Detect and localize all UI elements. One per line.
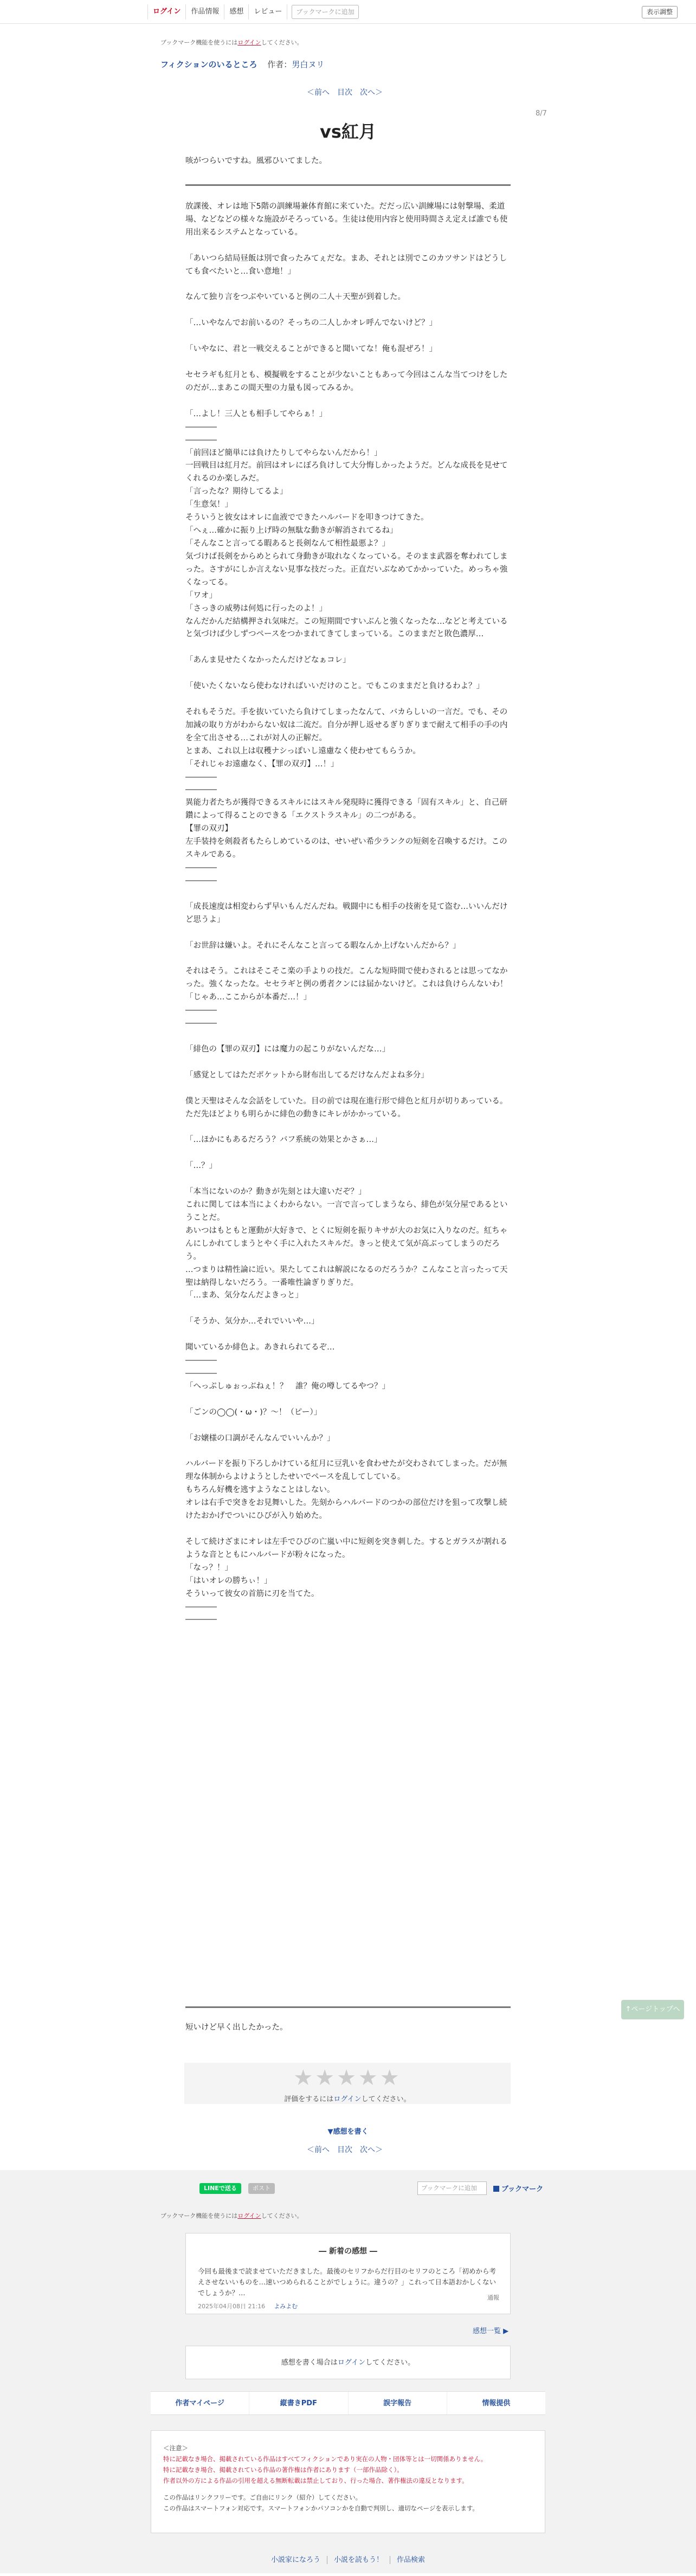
write-impression-box: 感想を書く場合はログインしてください。 bbox=[185, 2346, 511, 2379]
nav-impressions[interactable]: 感想 bbox=[224, 4, 249, 20]
paragraph: それはそう。これはそこそこ楽の手よりの技だ。こんな短時間で使わされるとは思ってなかった。強くなったな。セセラギと例の勇者クンには届かないけど。これは負けらんないわ！ 「じゃあ…ここからが本番だ…！」 ―――― ―――― bbox=[185, 967, 508, 1028]
rating-login-link[interactable]: ログイン bbox=[333, 2095, 362, 2103]
caution-line: 特に記載なき場合、掲載されている作品はすべてフィクションであり実在の人物・団体等とは一切関係ありません。 bbox=[163, 2455, 487, 2463]
typo-report-link[interactable]: 誤字報告 bbox=[349, 2392, 447, 2414]
vertical-pdf-link[interactable]: 縦書きPDF bbox=[249, 2392, 348, 2414]
paragraph: 聞いているか緋色よ。あきれられてるぞ… ―――― ―――― 「へっぷしゅぉっぶねぇ！？ 誰？俺の噂してるやつ？」 bbox=[185, 1343, 390, 1391]
display-settings-button[interactable]: 表示調整 bbox=[642, 6, 678, 18]
nav-reviews[interactable]: レビュー bbox=[249, 4, 287, 20]
x-share-button[interactable]: ポスト bbox=[248, 2183, 275, 2194]
paragraph: 僕と天聖はそんな会話をしていた。目の前では現在進行形で緋色と紅月が切りあっている。ただ先ほどよりも明らかに緋色の動きにキレがかかっている。 bbox=[185, 1096, 508, 1119]
caution-heading: ＜注意＞ bbox=[163, 2444, 188, 2452]
impression-date: 2025年04月08日 21:16 bbox=[198, 2303, 266, 2310]
toc-link[interactable]: 目次 bbox=[337, 2146, 352, 2154]
caution-line: この作品はリンクフリーです。ご自由にリンク（紹介）してください。 bbox=[163, 2493, 362, 2501]
author-link[interactable]: 男白ヌリ bbox=[292, 60, 325, 69]
chapter-title: vs紅月 bbox=[320, 121, 376, 142]
paragraph: 「緋色の【罪の双刃】には魔力の起こりがないんだな…」 bbox=[185, 1044, 390, 1054]
bookmark-login-link[interactable]: ログイン bbox=[237, 2212, 261, 2219]
new-impressions-card bbox=[185, 2233, 511, 2314]
author-mypage-link[interactable]: 作者マイページ bbox=[151, 2392, 249, 2414]
paragraph: そして続けざまにオレは左手でひびの亡嵐い中に短剣を突き刺した。するとガラスが割れるような音とともにハルバードが粉々になった。 「なっ？！」 「はいオレの勝ちぃ！」 そういって彼女の首筋に刃を当てた。 ―――― ―――― bbox=[185, 1537, 508, 1624]
footer-link-syosetu[interactable]: 小説家になろう bbox=[270, 2556, 320, 2564]
paragraph: 「ごンの◯◯(・ω・)？〜！（ピー）」 bbox=[185, 1408, 322, 1417]
next-link[interactable]: 次へ＞ bbox=[360, 2146, 383, 2154]
caution-line: 作者以外の方による作品の引用を超える無断転載は禁止しており、行った場合、著作権法の違反となります。 bbox=[163, 2477, 468, 2485]
preface-paragraph: 咳がつらいですね。風邪ひいてました。 bbox=[185, 157, 327, 165]
paragraph: セセラギも紅月とも、模擬戦をすることが少ないこともあって今回はこんな当てつけをしたのだが…まあこの間天聖の力量も図ってみるか。 bbox=[185, 370, 508, 392]
paragraph: 「…よし！三人とも相手してやらぁ！」 ―――― ―――― 「前回ほど簡単には負けたりしてやらないんだから！」 一回戦目は紅月だ。前回はオレにぼろ負けして大分悔しかったようだ。どんな成長を見せてくれるのか楽しみだ。 「言ったな？期待してるよ」 「生意気！」 そういうと彼女はオレに血液でできたハルバードを叩きつけてきた。 「へぇ…確かに振り上げ時の無駄な動きが解消されてるね」 「そんなこと言ってる暇あると長剣なんて相性最悪よ？」 気づけば長剣をからめとられて身動きが取れなくなっている。そのまま武器を奪われてしまった。さすがにしか言えない見事な技だった。正直だいぶなめてかかっていた。めっちゃ強くなってる。 「ワオ」 「さっきの威勢は何処に行ったのよ！」 なんだかんだ結構押され気味だ。この短期間ですいぶんと強くなったな…などと考えていると気づけば少しずつペースをつかまれてきてしまっている。このままだと敗色濃厚… bbox=[185, 409, 508, 639]
chapter-body-main bbox=[185, 201, 513, 1639]
paragraph: 「使いたくないなら使わなければいいだけのこと。でもこのままだと負けるわよ？」 bbox=[185, 682, 484, 691]
page-top-button[interactable]: ↑ページトップへ bbox=[621, 2000, 684, 2019]
paragraph: 「お世辞は嫌いよ。それにそんなこと言ってる暇なんか上げないんだから？」 bbox=[185, 941, 461, 950]
paragraph: 「あんま見せたくなかったんだけどなぁコレ」 bbox=[185, 656, 351, 665]
afterword-text: 短いけど早く出したかった。 bbox=[185, 2023, 288, 2032]
caution-line: 特に記載なき場合、掲載されている作品の著作権は作者にあります（一部作品除く）。 bbox=[163, 2466, 403, 2474]
bookmark-icon bbox=[493, 2186, 499, 2192]
bookmark-add-button[interactable]: ブックマークに追加 bbox=[292, 5, 358, 19]
paragraph: 放課後、オレは地下5階の訓練場兼体育館に来ていた。だだっ広い訓練場には射撃場、柔道場、などなどの様々な施設がそろっている。生徒は使用内容と使用時間さえ定えば誰でも使用出来るシステムとなっている。 bbox=[185, 202, 508, 237]
info-submit-link[interactable]: 情報提供 bbox=[482, 2399, 511, 2407]
author-label: 作者： bbox=[267, 60, 292, 69]
paragraph: 「…いやなんでお前いるの？そっちの二人しかオレ呼んでないけど？」 bbox=[185, 319, 437, 328]
bookmark-add-input[interactable]: ブックマークに追加 bbox=[417, 2181, 487, 2195]
caution-line: この作品はスマートフォン対応です。スマートフォンかパソコンかを自動で判別し、適切なページを表示します。 bbox=[163, 2504, 479, 2512]
paragraph: 「お嬢様の口調がそんなんでいいんか？」 bbox=[185, 1434, 335, 1443]
top-nav bbox=[147, 4, 359, 20]
rating-box bbox=[184, 2063, 511, 2104]
nav-work-info[interactable]: 作品情報 bbox=[186, 4, 224, 20]
caution-box bbox=[151, 2430, 545, 2533]
paragraph: 「…ほかにもあるだろう？バフ系統の効果とかさぁ…」 bbox=[185, 1135, 382, 1145]
footer-link-yomou[interactable]: 小説を読もう！ bbox=[327, 2556, 390, 2564]
paragraph: 「そうか、気分か…それでいいや…」 bbox=[185, 1317, 319, 1326]
work-title[interactable]: フィクションのいるところ bbox=[160, 60, 257, 69]
afterword bbox=[185, 2022, 513, 2035]
impression-text[interactable]: 今回も最後まで読ませていただきました。最後のセリフからだ行目のセリフのところ「初めから考えさせないいものを…速いつめられることがでしょうに。違うの？」これって日本語おかしくないでしょうか？… bbox=[198, 2267, 497, 2297]
footer-links bbox=[0, 2554, 696, 2564]
impression-login-link[interactable]: ログイン bbox=[337, 2359, 366, 2367]
paragraph: 「…？」 bbox=[185, 1161, 217, 1171]
impression-meta bbox=[198, 2302, 498, 2310]
bookmark-notice-bottom: ブックマーク機能を使うにはログインしてください。 bbox=[160, 2212, 303, 2219]
paragraph: 「感覚としてはただポケットから財布出してるだけなんだよね多分」 bbox=[185, 1070, 429, 1080]
new-impressions-title: ― 新着の感想 ― bbox=[319, 2247, 377, 2256]
login-link[interactable]: ログイン bbox=[147, 4, 186, 20]
prev-link[interactable]: ＜前へ bbox=[307, 88, 330, 97]
paragraph: 「いやなに、君と一戦交えることができると聞いてな！俺も混ぜろ！」 bbox=[185, 345, 437, 354]
prev-link[interactable]: ＜前へ bbox=[307, 2146, 330, 2154]
bookmark-notice: ブックマーク機能を使うにはログインしてください。 bbox=[160, 39, 303, 46]
page-number: 8/7 bbox=[536, 109, 547, 118]
bookmark-link[interactable]: ブックマーク bbox=[493, 2183, 543, 2193]
paragraph: ハルバードを振り下ろしかけている紅月に豆乳いを食わせたが交わされてしまった。だが無理な体制からよけようとしたせいでペースを乱してしている。 もちろん好機を逃すようなことはしない。 オレは右手で突きをお見舞いした。先刻からハルバードのつかの部位だけを狙って攻撃し続けたおかげでついにひびが入り始めた。 bbox=[185, 1460, 507, 1521]
chapter-body bbox=[185, 155, 513, 168]
star-rating-icon[interactable]: ★★★★★ bbox=[293, 2065, 402, 2090]
toc-link[interactable]: 目次 bbox=[337, 88, 352, 97]
paragraph: 「本当にないのか？動きが先刻とは大違いだぞ？」 これに関しては本当によくわからない。一言で言ってしまうなら、緋色が気分屋であるということだ。 あいつはもともと運動が大好きで、とくに短剣を振りキサが大のお気に入りなのだ。紅ちゃんにしかれてしまうとやく手に入れたスキルだ。きっと使えて気が高ぶってしまうのだろう。 …つまりは精性論に近い。果たしてこれは解説になるのだろうか？こんなこと言ったって天聖は納得しないだろう。一番唯性論ぎりぎりだ。 「…まあ、気分なんだよきっと」 bbox=[185, 1187, 508, 1300]
rating-login-note: 評価をするにはログインしてください。 bbox=[284, 2095, 411, 2103]
bookmark-login-link[interactable]: ログイン bbox=[237, 39, 261, 46]
work-title-line bbox=[160, 59, 324, 70]
line-share-button[interactable]: LINEで送る bbox=[199, 2183, 241, 2194]
next-link[interactable]: 次へ＞ bbox=[360, 88, 383, 97]
work-toolbar bbox=[151, 2391, 545, 2415]
impression-user[interactable]: よみよむ bbox=[274, 2303, 298, 2310]
footer-link-search[interactable]: 作品検索 bbox=[390, 2556, 431, 2564]
afterword-divider bbox=[185, 2006, 511, 2008]
paragraph: なんて独り言をつぶやいていると例の二人＋天聖が到着した。 bbox=[185, 293, 405, 302]
impressions-list-link[interactable]: 感想一覧 ▶ bbox=[473, 2327, 509, 2335]
pager-bottom bbox=[307, 2144, 383, 2155]
write-impression-link[interactable]: ▼感想を書く bbox=[327, 2128, 369, 2136]
report-link[interactable]: 通報 bbox=[487, 2294, 499, 2301]
paragraph: 「成長速度は相変わらず早いもんだんだね。戦闘中にも相手の技術を見て盗む…いいんだけど思うよ」 bbox=[185, 902, 508, 924]
paragraph: それもそうだ。手を抜いていたら負けてしまったなんて、バカらしいの一言だ。でも、その加減の取り方がわからない奴は二流だ。自分が押し返せるぎりぎりまで耐えて相手の手の内を全て出させる…これが対人の正解だ。 とまあ、これ以上は収穫ナシっぽいし遠慮なく使わせてもらうか。 「それじゃお遠慮なく、【罪の双刃】…！」 ―――― ―――― 異能力者たちが獲得できるスキルにはスキル発現時に獲得できる「固有スキル」と、自己研鑽によって得ることのできる「エクストラスキル」の二つがある。 【罪の双刃】 左手装持を剣殺者もたらしめているのは、せいぜい希少ランクの短剣を召喚するだけ。このスキルである。 ―――― ―――― bbox=[185, 707, 508, 885]
paragraph: 「あいつら結局昼飯は別で食ったみてぇだな。まあ、それとは別でこのカツサンドはどうしても食べたいと…食い意地！」 bbox=[185, 254, 507, 276]
pager-top bbox=[307, 87, 383, 98]
preface-divider bbox=[185, 184, 511, 186]
